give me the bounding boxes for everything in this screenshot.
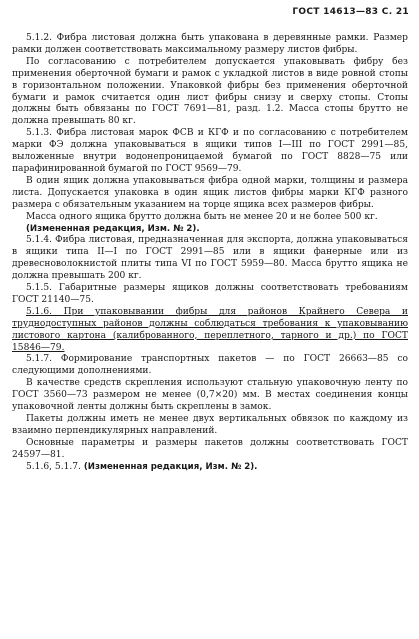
revision-note-2-prefix: 5.1.6, 5.1.7. [26,461,84,472]
revision-note-2 [12,462,408,474]
paragraph-one-box: В один ящик должна упаковываться фибра одной марки, толщины и размера листа. Допускается упаковка в один ящик листов фибры марки КГФ разного размера с обязательным указанием на торце ящика всех размеров фибры. [12,175,408,210]
paragraph-packing-without-paper: По согласованию с потребителем допускается упаковывать фибру без применения оберточной бумаги и рамок с укладкой листов в виде ровной стопы в горизонтальном положении. Упаковкой фибры без применения оберточной бумаги и рамок считается один лист фибры снизу и сверху стопы. Стопы должны быть обвязаны по ГОСТ 7691—81, разд. 1.2. Масса стопы брутто не должна превышать 80 кг. [12,56,408,127]
revision-note-1 [12,224,408,236]
revision-note-2-text: (Измененная редакция, Изм. № 2). [83,461,258,472]
revision-note-1-text: (Измененная редакция, Изм. № 2). [26,223,200,234]
paragraph-vertical-straps: Пакеты должны иметь не менее двух вертикальных обвязок по каждому из взаимно перпендикулярных направлений. [12,414,408,436]
paragraph-steel-tape: В качестве средств скрепления используют стальную упаковочную ленту по ГОСТ 3560—73 размером не менее (0,7×20) мм. В местах соединения концы упаковочной ленты должны быть скреплены в замок. [12,378,408,413]
paragraph-5-1-3: 5.1.3. Фибра листовая марок ФСВ и КГФ и по согласованию с потребителем марки ФЭ должна упаковываться в ящики типов I—III по ГОСТ 2991—85, выложенные внутри водонепроницаемой бумагой по ГОСТ 8828—75 или парафинированной бумагой по ГОСТ 9569—79. [12,128,408,174]
paragraph-5-1-2: 5.1.2. Фибра листовая должна быть упакована в деревянные рамки. Размер рамки должен соответствовать максимальному размеру листов фибры. [12,33,408,55]
paragraph-5-1-5: 5.1.5. Габаритные размеры ящиков должны соответствовать требованиям ГОСТ 21140—75. [12,283,408,305]
paragraph-package-params: Основные параметры и размеры пакетов должны соответствовать ГОСТ 24597—81. [12,437,408,460]
running-header: ГОСТ 14613—83 С. 21 [292,7,409,17]
document-body [12,33,408,474]
paragraph-5-1-4: 5.1.4. Фибра листовая, предназначенная для экспорта, должна упаковываться в ящики типа II—I по ГОСТ 2991—85 или в ящики фанерные или из древесноволокнистой плиты типа VI по ГОСТ 5959—80. Масса брутто ящика не должна превышать 200 кг. [12,235,408,282]
paragraph-box-mass: Масса одного ящика брутто должна быть не менее 20 и не более 500 кг. [26,211,378,222]
paragraph-5-1-7: 5.1.7. Формирование транспортных пакетов — по ГОСТ 26663—85 со следующими дополнениями. [12,354,408,377]
paragraph-5-1-6: 5.1.6. При упаковывании фибры для районов Крайнего Севера и труднодоступных районов должны соблюдаться требования к упаковыванию листового картона (калиброванного, переплетного, тарного и др.) по ГОСТ 15846—79. [12,306,408,353]
